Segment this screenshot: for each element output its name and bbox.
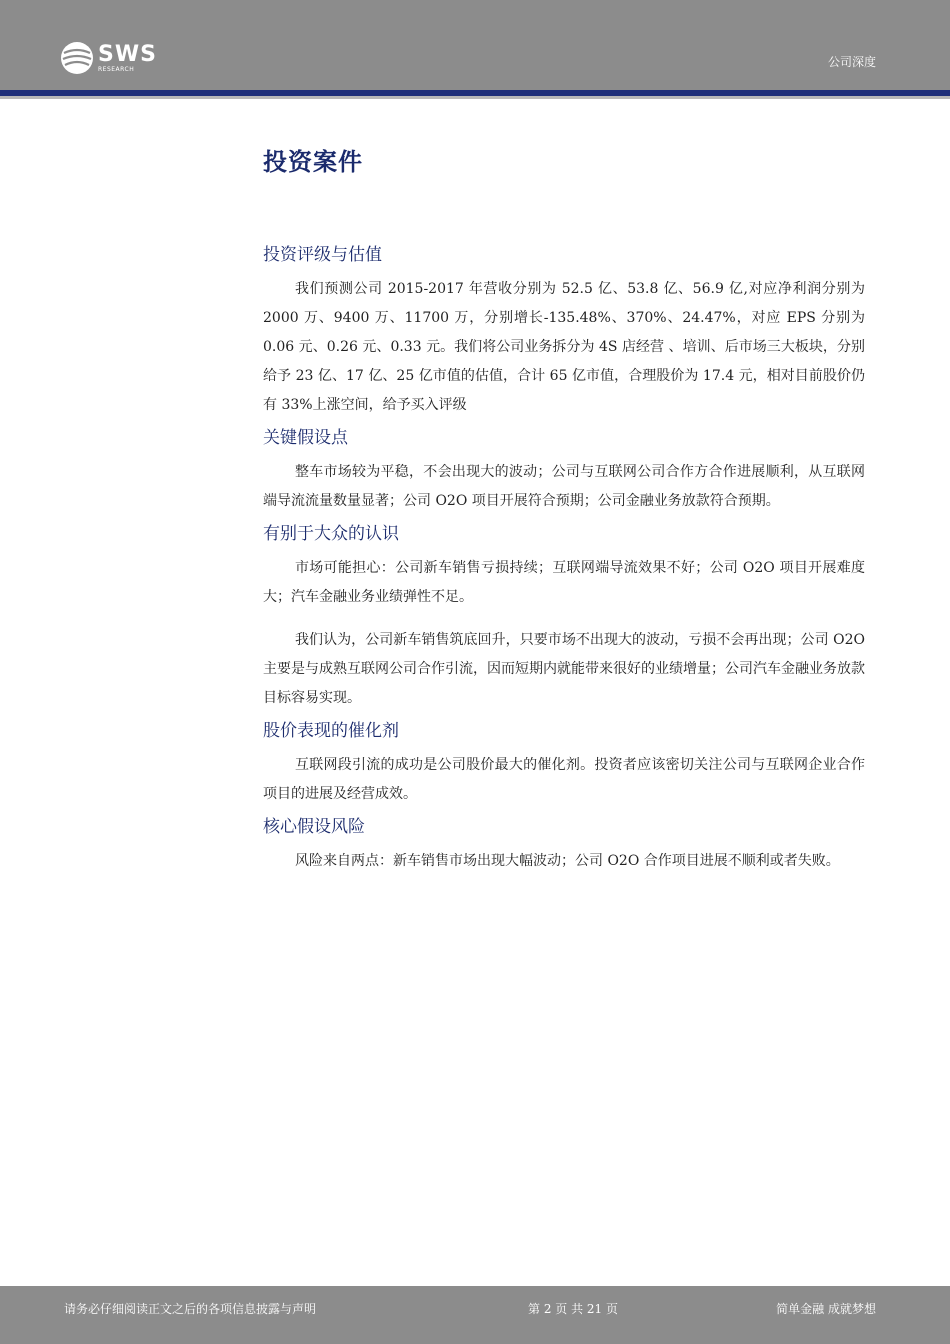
section-paragraph: 风险来自两点：新车销售市场出现大幅波动；公司 O2O 合作项目进展不顺利或者失败。 xyxy=(295,853,840,869)
section-paragraph: 我们认为，公司新车销售筑底回升，只要市场不出现大的波动，亏损不会再出现；公司 O2O 主要是与成熟互联网公司合作引流，因而短期内就能带来很好的业绩增量；公司汽车金融业务放款目标容易实现。 xyxy=(263,632,865,706)
header-divider-secondary xyxy=(0,96,950,99)
section-catalysts xyxy=(263,719,865,809)
section-key-assumptions xyxy=(263,426,865,516)
section-paragraph: 我们预测公司 2015-2017 年营收分别为 52.5 亿、53.8 亿、56.9 亿,对应净利润分别为 2000 万、9400 万、11700 万，分别增长-135.48%、370%、24.47%，对应 EPS 分别为 0.06 元、0.26 元、0.33 元。我们将公司业务拆分为 4S 店经营 、培训、后市场三大板块，分别给予 23 亿、17 亿、25 亿市值的估值，合计 65 亿市值，合理股价为 17.4 元，相对目前股价仍有 33%上涨空间，给予买入评级 xyxy=(263,281,865,413)
footer-disclaimer: 请务必仔细阅读正文之后的各项信息披露与声明 xyxy=(64,1302,317,1316)
report-body xyxy=(263,243,865,882)
section-paragraph: 整车市场较为平稳，不会出现大的波动；公司与互联网公司合作方合作进展顺利，从互联网端导流流量数量显著；公司 O2O 项目开展符合预期；公司金融业务放款符合预期。 xyxy=(263,464,865,509)
report-type-tag: 公司深度 xyxy=(827,55,876,69)
logo-wordmark: SWS xyxy=(98,41,157,67)
section-valuation xyxy=(263,243,865,420)
section-heading: 关键假设点 xyxy=(263,428,348,448)
footer-page-number: 第 2 页 共 21 页 xyxy=(528,1302,618,1316)
section-heading: 股价表现的催化剂 xyxy=(263,721,399,741)
sws-logo xyxy=(60,38,157,78)
logo-subtext: RESEARCH xyxy=(98,65,135,73)
page-title: 投资案件 xyxy=(263,147,363,176)
section-paragraph: 互联网段引流的成功是公司股价最大的催化剂。投资者应该密切关注公司与互联网企业合作项目的进展及经营成效。 xyxy=(263,757,865,802)
section-heading: 核心假设风险 xyxy=(263,817,365,837)
sws-globe-icon xyxy=(60,41,94,75)
section-risks xyxy=(263,815,865,876)
page-header xyxy=(0,0,950,90)
section-heading: 有别于大众的认识 xyxy=(263,524,399,544)
section-differentiated-view xyxy=(263,522,865,713)
page-footer xyxy=(0,1286,950,1344)
section-paragraph: 市场可能担心：公司新车销售亏损持续；互联网端导流效果不好；公司 O2O 项目开展难度大；汽车金融业务业绩弹性不足。 xyxy=(263,560,865,605)
section-heading: 投资评级与估值 xyxy=(263,245,382,265)
footer-slogan: 简单金融 成就梦想 xyxy=(776,1302,876,1316)
